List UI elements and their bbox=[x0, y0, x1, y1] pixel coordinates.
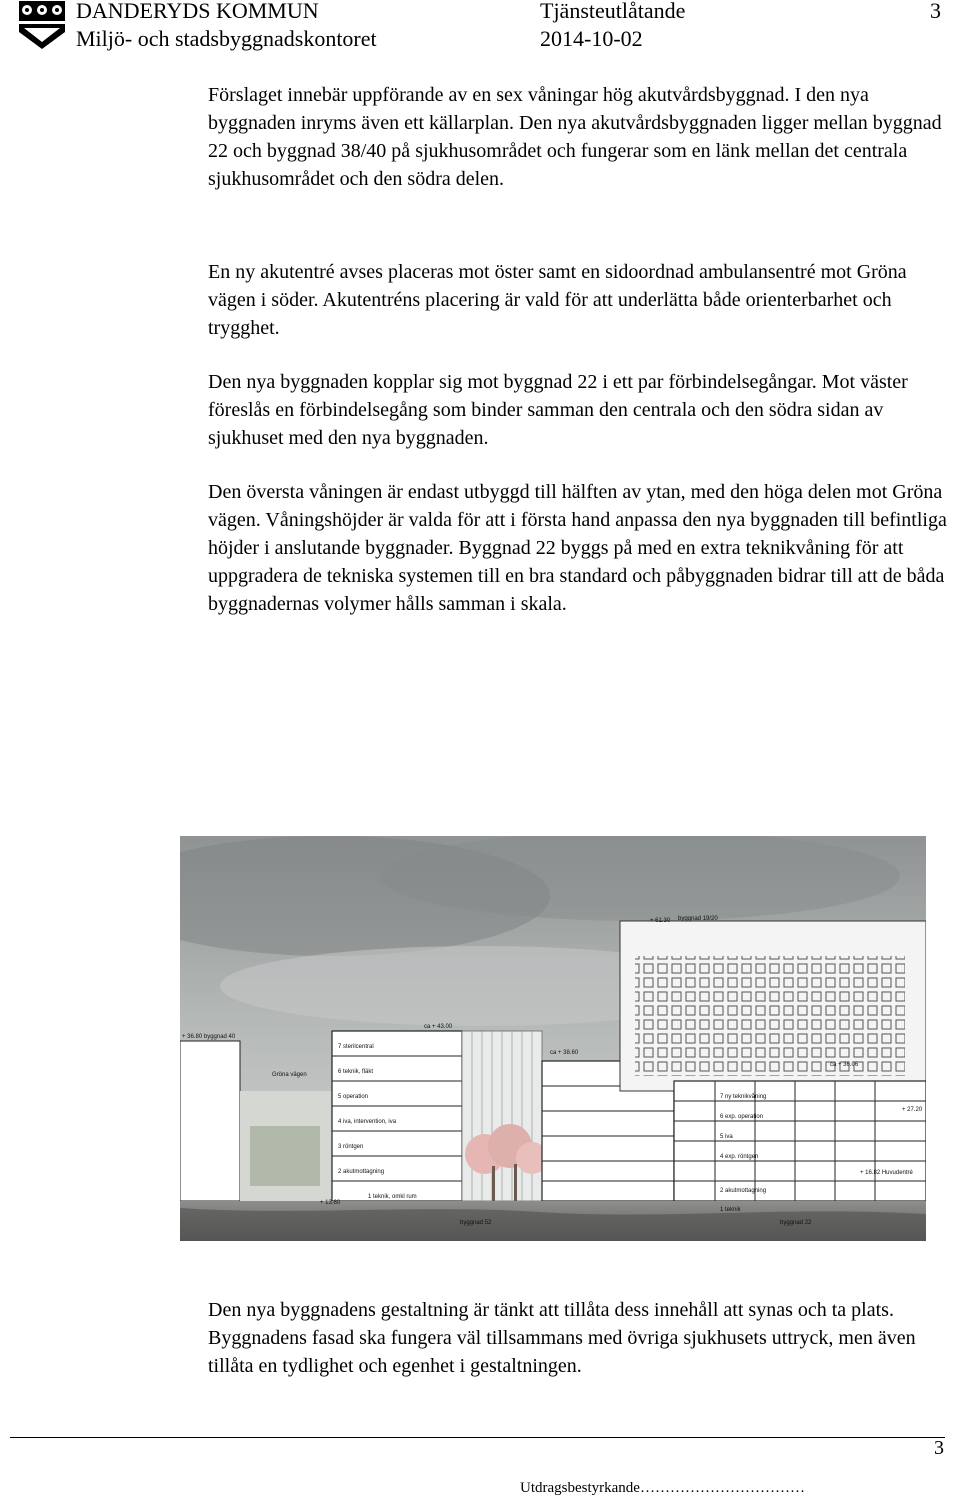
elevation-label: + 27.20 bbox=[902, 1107, 923, 1113]
floor-label: 2 akutmottagning bbox=[720, 1188, 767, 1194]
floor-label: 6 exp. operation bbox=[720, 1114, 764, 1120]
elevation-label: ca + 43.00 bbox=[424, 1024, 453, 1030]
footer-divider bbox=[10, 1437, 945, 1438]
department-name: Miljö- och stadsbyggnadskontoret bbox=[76, 26, 377, 51]
elevation-label: + 61.30 bbox=[650, 918, 671, 924]
paragraph-design: Den nya byggnadens gestaltning är tänkt att tillåta dess innehåll att synas och ta plats. Byggnadens fasad ska fungera väl tillsammans med övriga sjukhusets uttryck, men även tillåta en tydlighet och egenhet i gestaltningen. bbox=[208, 1299, 916, 1377]
certification-line: Utdragsbestyrkande…………………………… bbox=[520, 1480, 805, 1496]
floor-label: 1 teknik bbox=[720, 1207, 741, 1213]
building-label: byggnad 22 bbox=[780, 1220, 812, 1226]
paragraph-floor-heights: Den översta våningen är endast utbyggd till hälften av ytan, med den höga delen mot Gröna vägen. Våningshöjder är valda för att i första hand anpassa den nya byggnaden till befintliga höjder i anslutande byggnader. Byggnad 22 byggs på med en extra teknikvåning för att uppgradera de tekniska systemen till en bra standard och påbyggnaden bidrar till att de båda byggnadernas volymer hålls samman i skala. bbox=[208, 481, 947, 615]
floor-label: 3 röntgen bbox=[338, 1144, 364, 1150]
elevation-label: ca + 36.06 bbox=[830, 1062, 859, 1068]
organization-name: DANDERYDS KOMMUN bbox=[76, 0, 319, 23]
footer-page-number: 3 bbox=[934, 1437, 944, 1459]
street-label: Gröna vägen bbox=[272, 1072, 307, 1078]
building-section-image bbox=[180, 836, 926, 1241]
paragraph-entrances: En ny akutentré avses placeras mot öster samt en sidoordnad ambulansentré mot Gröna vägen i söder. Akutentréns placering är vald för att underlätta både orienterbarhet och trygghet. bbox=[208, 261, 907, 339]
floor-label: 5 iva bbox=[720, 1134, 733, 1140]
floor-label: 4 iva, intervention, iva bbox=[338, 1119, 397, 1125]
building-label: + 36.80 byggnad 40 bbox=[182, 1034, 236, 1040]
elevation-label: + 16.82 Huvudentré bbox=[860, 1170, 913, 1176]
building-label: byggnad 19/20 bbox=[678, 916, 718, 922]
building-label: byggnad 52 bbox=[460, 1220, 492, 1226]
floor-label: 4 exp. röntgen bbox=[720, 1154, 759, 1160]
elevation-label: ca + 38.60 bbox=[550, 1050, 579, 1056]
document-date: 2014-10-02 bbox=[540, 26, 643, 51]
elevation-label: + 13.60 bbox=[320, 1200, 341, 1206]
floor-label: 7 ny teknikvåning bbox=[720, 1094, 767, 1100]
floor-label: 6 teknik, fläkt bbox=[338, 1069, 374, 1075]
municipality-coat-of-arms-icon bbox=[18, 0, 66, 50]
paragraph-building-overview: Förslaget innebär uppförande av en sex våningar hög akutvårdsbyggnad. I den nya byggnaden inryms även ett källarplan. Den nya akutvårdsbyggnaden ligger mellan byggnad 22 och byggnad 38/40 på sjukhusområdet och fungerar som en länk mellan det centrala sjukhusområdet och den södra delen. bbox=[208, 84, 942, 190]
floor-label: 5 operation bbox=[338, 1094, 369, 1100]
header-page-number: 3 bbox=[930, 0, 941, 23]
paragraph-connections: Den nya byggnaden kopplar sig mot byggnad 22 i ett par förbindelsegångar. Mot väster föreslås en förbindelsegång som binder samman den centrala och den södra sidan av sjukhuset med den nya byggnaden. bbox=[208, 371, 908, 449]
floor-label: 1 teknik, omkl rum bbox=[368, 1194, 417, 1200]
floor-label: 2 akutmottagning bbox=[338, 1169, 385, 1175]
document-type: Tjänsteutlåtande bbox=[540, 0, 686, 23]
floor-label: 7 sterilcentral bbox=[338, 1044, 374, 1050]
